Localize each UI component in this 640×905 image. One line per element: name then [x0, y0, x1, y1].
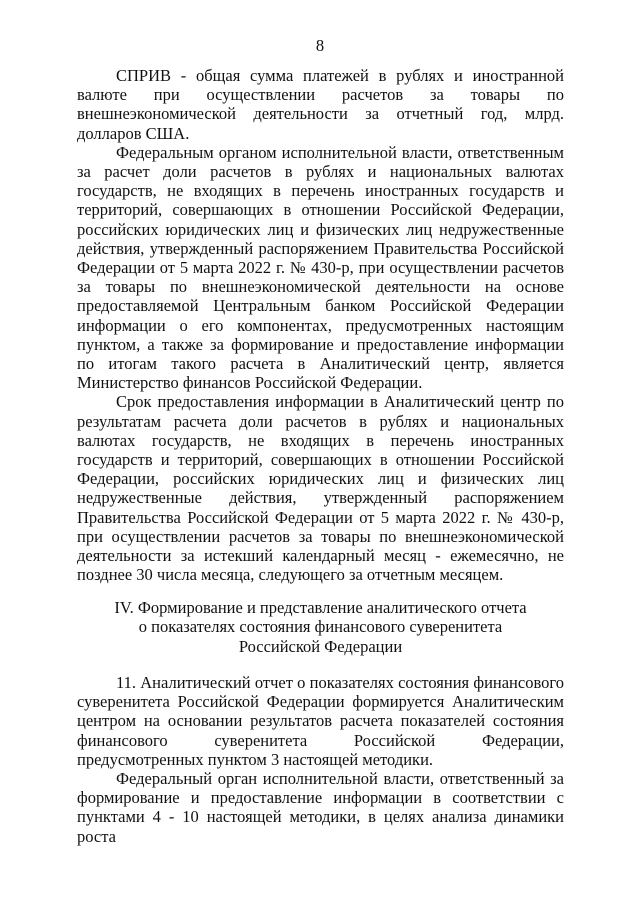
paragraph-sprif-definition: СПРИВ - общая сумма платежей в рублях и иностранной валюте при осуществлении расчетов за товары по внешнеэкономической деятельности за отчетный год, млрд. долларов США. [77, 66, 564, 143]
section-body [77, 673, 564, 846]
section-heading [77, 598, 564, 656]
paragraph-responsible-body: Федеральный орган исполнительной власти, ответственный за формирование и предоставление информации в соответствии с пунктами 4 - 10 настоящей методики, в целях анализа динамики роста [77, 769, 564, 846]
section-heading-line-3: Российской Федерации [238, 636, 403, 656]
paragraph-reporting-deadline: Срок предоставления информации в Аналитический центр по результатам расчета доли расчетов в рублях и национальных валютах государств, не входящих в перечень иностранных государств и территорий, совершающих в отношении Российской Федерации, российских юридических лиц и физических лиц недружественные действия, утвержденный распоряжением Правительства Российской Федерации от 5 марта 2022 г. № 430-р, при осуществлении расчетов за товары по внешнеэкономической деятельности за истекший календарный месяц - ежемесячно, не позднее 30 числа месяца, следующего за отчетным месяцем. [77, 392, 564, 585]
paragraph-item-11: 11. Аналитический отчет о показателях состояния финансового суверенитета Российской Федерации формируется Аналитическим центром на основании результатов расчета показателей состояния финансового суверенитета Российской Федерации, предусмотренных пунктом 3 настоящей методики. [77, 673, 564, 769]
section-heading-line-1: IV. Формирование и представление аналитического отчета [114, 598, 527, 617]
paragraph-responsible-authority: Федеральным органом исполнительной власти, ответственным за расчет доли расчетов в рублях и национальных валютах государств, не входящих в перечень иностранных государств и территорий, совершающих в отношении Российской Федерации, российских юридических лиц и физических лиц недружественные действия, утвержденный распоряжением Правительства Российской Федерации от 5 марта 2022 г. № 430-р, при осуществлении расчетов за товары по внешнеэкономической деятельности на основе предоставляемой Центральным банком Российской Федерации информации о его компонентах, предусмотренных настоящим пунктом, а также за формирование и предоставление информации по итогам такого расчета в Аналитический центр, является Министерство финансов Российской Федерации. [77, 142, 564, 393]
section-heading-line-2: о показателях состояния финансового суверенитета [138, 617, 503, 637]
page-number: 8 [315, 36, 325, 55]
body-text-top [77, 66, 564, 584]
